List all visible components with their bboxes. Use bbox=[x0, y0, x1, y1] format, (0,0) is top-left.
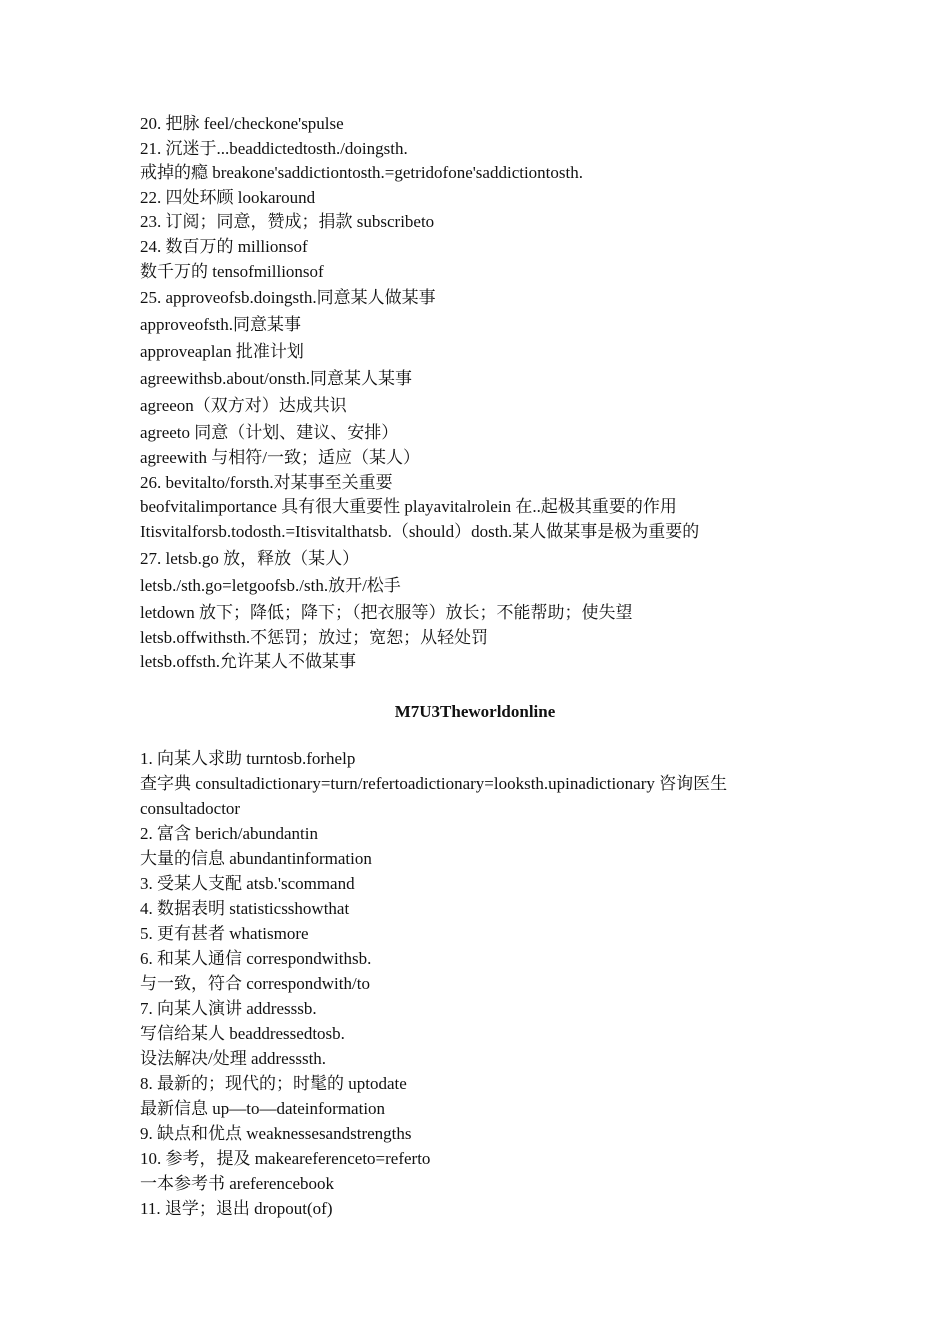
section-heading: M7U3Theworldonline bbox=[394, 701, 556, 721]
vocab-line: agreewithsb.about/onsth.同意某人某事 bbox=[140, 369, 412, 389]
vocab-line: 26. bevitalto/forsth.对某事至关重要 bbox=[140, 472, 393, 492]
vocab-line: 3. 受某人支配 atsb.'scommand bbox=[140, 873, 355, 893]
vocab-line: 戒掉的瘾 breakone'saddictiontosth.=getridofone'saddictiontosth. bbox=[140, 163, 583, 183]
vocab-line: 大量的信息 abundantinformation bbox=[140, 848, 372, 868]
vocab-line: letdown 放下；降低；降下；（把衣服等）放长；不能帮助；使失望 bbox=[140, 602, 633, 622]
vocab-line: 一本参考书 areferencebook bbox=[140, 1173, 335, 1193]
vocab-line: 2. 富含 berich/abundantin bbox=[140, 823, 318, 843]
vocab-line: Itisvitalforsb.todosth.=Itisvitalthatsb.（should）dosth.某人做某事是极为重要的 bbox=[140, 521, 700, 541]
vocab-line: letsb./sth.go=letgoofsb./sth.放开/松手 bbox=[140, 575, 401, 595]
vocab-line: 11. 退学；退出 dropout(of) bbox=[140, 1198, 333, 1218]
vocab-line: beofvitalimportance 具有很大重要性 playavitalrolein 在..起极其重要的作用 bbox=[140, 497, 677, 517]
vocab-line: 6. 和某人通信 correspondwithsb. bbox=[140, 948, 372, 968]
vocab-line: 写信给某人 beaddressedtosb. bbox=[140, 1023, 345, 1043]
vocab-line: agreewith 与相符/一致；适应（某人） bbox=[140, 448, 420, 468]
vocab-line: 8. 最新的；现代的；时髦的 uptodate bbox=[140, 1073, 407, 1093]
vocab-line: 25. approveofsb.doingsth.同意某人做某事 bbox=[140, 288, 436, 308]
vocab-line: approveaplan 批准计划 bbox=[140, 342, 304, 362]
vocab-line: 22. 四处环顾 lookaround bbox=[140, 187, 316, 207]
document-content bbox=[140, 112, 820, 1221]
vocab-line: letsb.offsth.允许某人不做某事 bbox=[140, 652, 356, 672]
vocab-line: 23. 订阅；同意，赞成；捐款 subscribeto bbox=[140, 212, 435, 232]
vocab-line: 20. 把脉 feel/checkone'spulse bbox=[140, 114, 344, 133]
vocab-line: consultadoctor bbox=[140, 798, 241, 818]
vocab-line: 27. letsb.go 放，释放（某人） bbox=[140, 548, 360, 568]
vocab-line: 4. 数据表明 statisticsshowthat bbox=[140, 898, 350, 918]
vocab-line: 与一致，符合 correspondwith/to bbox=[140, 973, 370, 993]
vocab-line: 7. 向某人演讲 addresssb. bbox=[140, 998, 317, 1018]
vocab-line: 查字典 consultadictionary=turn/refertoadictionary=looksth.upinadictionary 咨询医生 bbox=[140, 773, 728, 793]
vocab-section-m7u2-continued bbox=[140, 112, 820, 675]
vocab-line: agreeto 同意（计划、建议、安排） bbox=[140, 423, 399, 443]
vocab-line: 5. 更有甚者 whatismore bbox=[140, 923, 309, 943]
vocab-section-m7u3 bbox=[140, 746, 820, 1221]
vocab-line: approveofsth.同意某事 bbox=[140, 315, 302, 335]
vocab-line: 9. 缺点和优点 weaknessesandstrengths bbox=[140, 1123, 412, 1143]
vocab-line: 1. 向某人求助 turntosb.forhelp bbox=[140, 748, 356, 768]
vocab-line: letsb.offwithsth.不惩罚；放过；宽恕；从轻处罚 bbox=[140, 627, 489, 647]
vocab-line: agreeon（双方对）达成共识 bbox=[140, 396, 347, 416]
vocab-line: 21. 沉迷于...beaddictedtosth./doingsth. bbox=[140, 138, 408, 158]
vocab-line: 设法解决/处理 addresssth. bbox=[140, 1048, 327, 1068]
vocab-line: 数千万的 tensofmillionsof bbox=[140, 261, 324, 281]
vocab-line: 24. 数百万的 millionsof bbox=[140, 236, 308, 256]
vocab-line: 10. 参考，提及 makeareferenceto=referto bbox=[140, 1148, 431, 1168]
vocab-line: 最新信息 up—to—dateinformation bbox=[140, 1098, 386, 1118]
